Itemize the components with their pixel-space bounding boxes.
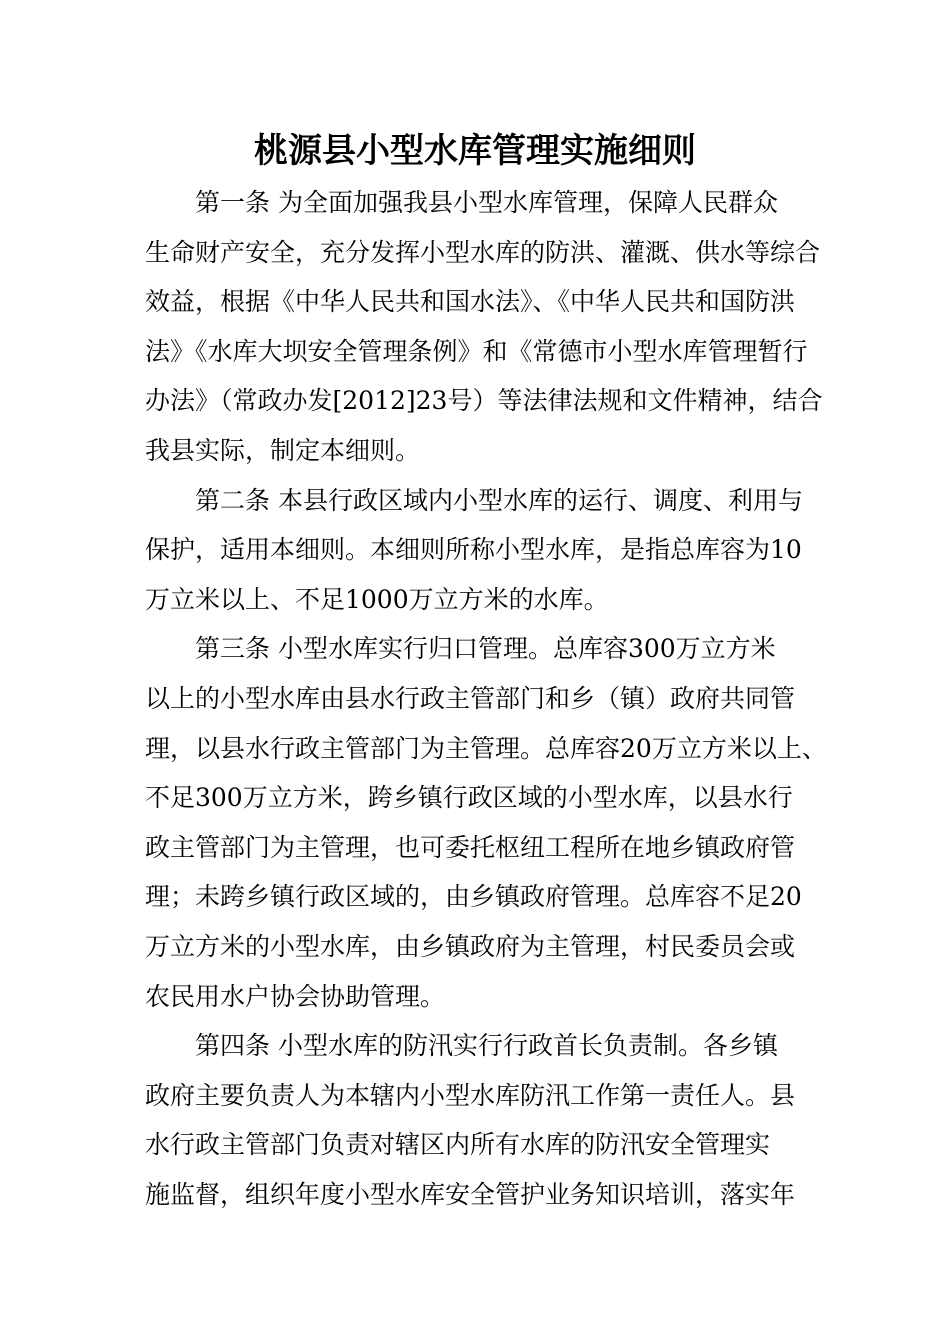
article-4-line-1: 第四条 小型水库的防汛实行行政首长负责制。各乡镇 <box>195 1031 778 1061</box>
article-2-line-1: 第二条 本县行政区域内小型水库的运行、调度、利用与 <box>195 485 803 515</box>
article-3-line-7: 万立方米的小型水库，由乡镇政府为主管理，村民委员会或 <box>145 931 796 961</box>
article-1-line-1: 第一条 为全面加强我县小型水库管理，保障人民群众 <box>195 188 778 217</box>
article-1-line-2: 生命财产安全，充分发挥小型水库的防洪、灌溉、供水等综合 <box>145 237 821 267</box>
article-1-line-6: 我县实际，制定本细则。 <box>145 435 421 465</box>
article-3-line-3: 理，以县水行政主管部门为主管理。总库容20万立方米以上、 <box>145 733 827 763</box>
article-4-line-2: 政府主要负责人为本辖内小型水库防汛工作第一责任人。县 <box>145 1080 796 1110</box>
article-3-line-2: 以上的小型水库由县水行政主管部门和乡（镇）政府共同管 <box>145 683 796 713</box>
article-3-line-4: 不足300万立方米，跨乡镇行政区域的小型水库，以县水行 <box>145 783 793 813</box>
article-3-line-1: 第三条 小型水库实行归口管理。总库容300万立方米 <box>195 634 776 664</box>
document-body <box>145 178 845 1219</box>
document-title: 桃源县小型水库管理实施细则 <box>254 131 696 171</box>
article-1-line-4: 法》《水库大坝安全管理条例》和《常德市小型水库管理暂行 <box>145 336 808 366</box>
article-3-line-5: 政主管部门为主管理，也可委托枢纽工程所在地乡镇政府管 <box>145 832 796 862</box>
article-1-line-3: 效益，根据《中华人民共和国水法》、《中华人民共和国防洪 <box>145 287 796 317</box>
article-3-line-6: 理；未跨乡镇行政区域的，由乡镇政府管理。总库容不足20 <box>145 882 802 912</box>
article-4-line-3: 水行政主管部门负责对辖区内所有水库的防汛安全管理实 <box>145 1130 771 1160</box>
article-1-line-5: 办法》（常政办发[2012]23号）等法律法规和文件精神，结合 <box>145 386 823 416</box>
article-2-line-3: 万立米以上、不足1000万立方米的水库。 <box>145 584 609 614</box>
article-3-line-8: 农民用水户协会协助管理。 <box>145 981 446 1011</box>
article-2-line-2: 保护，适用本细则。本细则所称小型水库，是指总库容为10 <box>145 535 802 565</box>
article-4-line-4: 施监督，组织年度小型水库安全管护业务知识培训，落实年 <box>145 1179 796 1209</box>
